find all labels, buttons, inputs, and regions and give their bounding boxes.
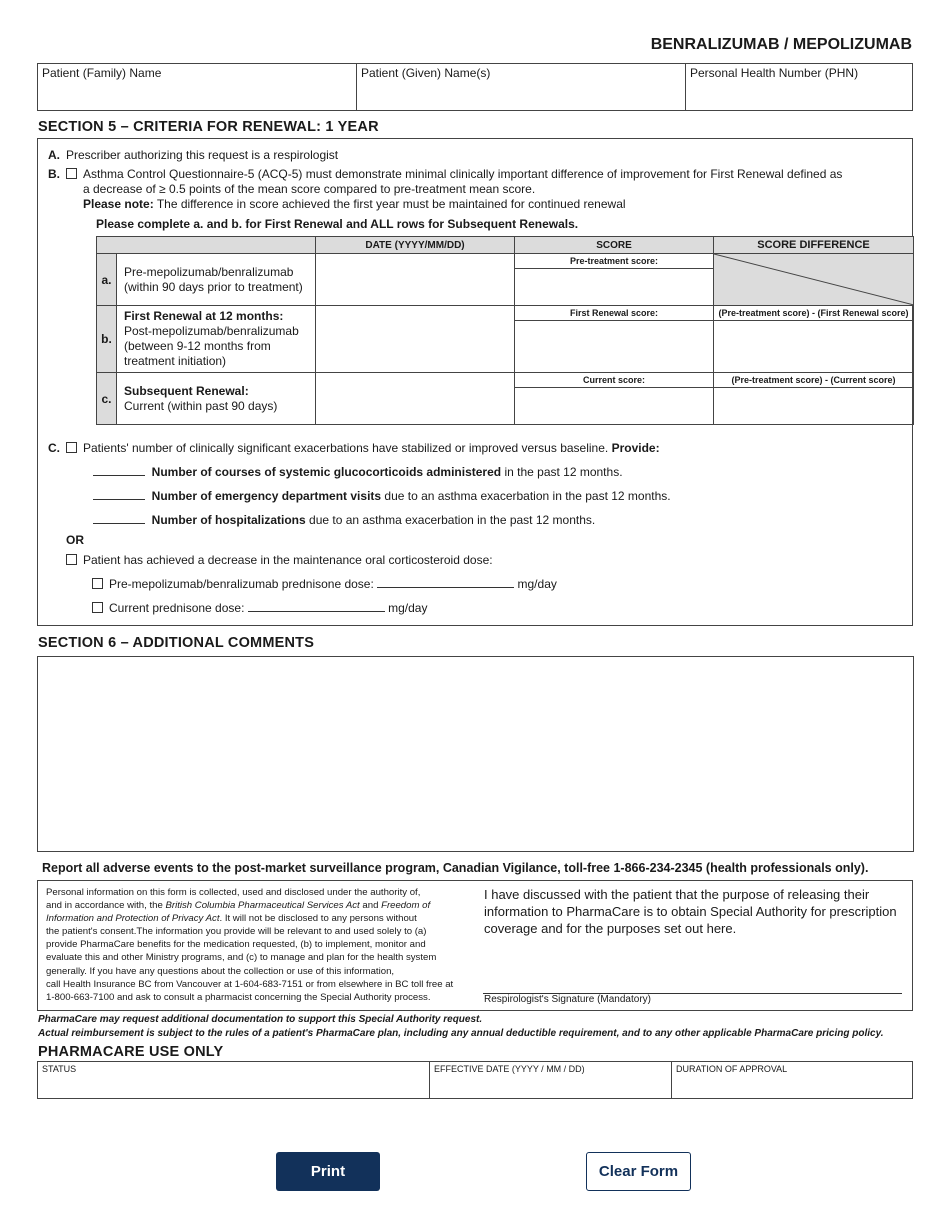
privacy-line: call Health Insurance BC from Vancouver at 1-604-683-7151 or from elsewhere in BC toll free at: [46, 978, 454, 990]
row-a-text-1: Pre-mepolizumab/benralizumab: [124, 264, 294, 279]
criterion-b-note-text: The difference in score achieved the first year must be maintained for continued renewal: [156, 197, 626, 211]
clear-form-button[interactable]: Clear Form: [586, 1152, 691, 1191]
ed-visits-rest: due to an asthma exacerbation in the past 12 months.: [384, 489, 671, 503]
row-b-letter: b.: [97, 306, 117, 373]
row-a-letter: a.: [97, 254, 117, 306]
form-title: BENRALIZUMAB / MEPOLIZUMAB: [650, 36, 912, 53]
table-row: [97, 373, 914, 425]
criterion-b-text-1: Asthma Control Questionnaire-5 (ACQ-5) must demonstrate minimal clinically important difference of improvement for First Renewal defined as: [83, 167, 843, 181]
pre-dose-checkbox[interactable]: [92, 578, 103, 589]
privacy-text: and in accordance with, the: [46, 900, 166, 912]
acq5-table: [96, 236, 914, 425]
pre-dose-input[interactable]: [377, 587, 514, 588]
hospitalizations-rest: due to an asthma exacerbation in the past 12 months.: [309, 513, 596, 527]
additional-comments-input[interactable]: [37, 656, 914, 852]
hospitalizations-label: Number of hospitalizations: [151, 513, 306, 527]
privacy-act-name: Information and Protection of Privacy Act: [46, 913, 220, 925]
table-header-blank: [97, 237, 316, 254]
diagonal-line: [714, 254, 914, 305]
row-c-date-input[interactable]: [316, 373, 515, 425]
row-b-description: [117, 306, 316, 373]
signature-label: Respirologist's Signature (Mandatory): [484, 994, 651, 1005]
table-header-score: SCORE: [515, 237, 714, 254]
current-dose-checkbox[interactable]: [92, 602, 103, 613]
row-b-score-input[interactable]: [515, 321, 713, 372]
privacy-line: evaluate this and other Ministry programs, and (c) to manage and plan for the health system: [46, 952, 437, 964]
row-b-title: First Renewal at 12 months:: [124, 309, 284, 323]
row-b-text-2: (between 9-12 months from: [124, 339, 271, 353]
criterion-b-note-label: Please note:: [83, 197, 154, 211]
row-b-text-1: Post-mepolizumab/benralizumab: [124, 324, 299, 338]
row-c-text-1: Current (within past 90 days): [124, 398, 278, 413]
status-label: STATUS: [42, 1064, 77, 1074]
ocs-decrease-text: Patient has achieved a decrease in the maintenance oral corticosteroid dose:: [83, 553, 493, 567]
privacy-line: generally. If you have any questions about the collection or use of this information,: [46, 965, 395, 977]
criterion-c-letter: C.: [48, 441, 60, 455]
current-dose-input[interactable]: [248, 611, 385, 612]
privacy-line: [46, 912, 466, 925]
current-dose-label: Current prednisone dose:: [109, 601, 245, 615]
phn-label: Personal Health Number (PHN): [690, 66, 859, 80]
row-c-letter: c.: [97, 373, 117, 425]
row-c-title: Subsequent Renewal:: [124, 383, 249, 398]
criterion-b-checkbox[interactable]: [66, 168, 77, 179]
exacerbation-item-ed: [93, 489, 671, 503]
table-header-diff: SCORE DIFFERENCE: [714, 237, 914, 254]
row-b-text-3: treatment initiation): [124, 354, 227, 368]
criterion-c-provide: Provide:: [611, 441, 660, 455]
row-b-score-label: First Renewal score:: [515, 306, 713, 321]
row-c-diff-cell: [714, 373, 914, 425]
row-c-diff-input[interactable]: [714, 388, 913, 424]
row-a-text-2: (within 90 days prior to treatment): [124, 279, 303, 294]
row-a-description: [117, 254, 316, 306]
row-c-score-cell: [515, 373, 714, 425]
row-b-score-cell: [515, 306, 714, 373]
row-b-diff-label: (Pre-treatment score) - (First Renewal score): [714, 306, 913, 321]
given-name-label: Patient (Given) Name(s): [361, 66, 491, 80]
table-row: [97, 254, 914, 306]
privacy-line: the patient's consent.The information you provide will be relevant to and used solely to (a): [46, 926, 427, 938]
consent-statement: I have discussed with the patient that the purpose of releasing their information to PharmaCare is to obtain Special Authority for prescription coverage and for the purposes set out here.: [484, 887, 897, 936]
current-dose-row: [109, 601, 427, 615]
given-name-field[interactable]: [356, 63, 686, 111]
exacerbation-item-hosp: [93, 513, 595, 527]
privacy-text: . It will not be disclosed to any persons without: [219, 913, 417, 925]
pre-dose-row: [109, 577, 557, 591]
criterion-a-text: Prescriber authorizing this request is a respirologist: [66, 148, 339, 162]
family-name-label: Patient (Family) Name: [42, 66, 162, 80]
family-name-field[interactable]: [37, 63, 357, 111]
section5-title: SECTION 5 – CRITERIA FOR RENEWAL: 1 YEAR: [38, 119, 379, 135]
disclaimer-2: Actual reimbursement is subject to the rules of a patient's PharmaCare plan, including any annual deductible requirement, and to any other applicable PharmaCare pricing policy.: [38, 1028, 884, 1039]
row-a-score-label: Pre-treatment score:: [515, 254, 713, 269]
table-row: [97, 306, 914, 373]
criterion-c-checkbox[interactable]: [66, 442, 77, 453]
criterion-b-note: [83, 197, 626, 211]
row-b-diff-input[interactable]: [714, 321, 913, 372]
pharmacare-title: PHARMACARE USE ONLY: [38, 1044, 224, 1060]
row-b-diff-cell: [714, 306, 914, 373]
privacy-act-name: Freedom of: [381, 900, 431, 912]
section6-title: SECTION 6 – ADDITIONAL COMMENTS: [38, 635, 315, 651]
duration-label: DURATION OF APPROVAL: [676, 1064, 788, 1074]
criterion-b-text-2: a decrease of ≥ 0.5 points of the mean score compared to pre-treatment mean score.: [83, 182, 536, 196]
ocs-decrease-checkbox[interactable]: [66, 554, 77, 565]
row-c-diff-label: (Pre-treatment score) - (Current score): [714, 373, 913, 388]
criterion-c-text: Patients' number of clinically significant exacerbations have stabilized or improved versus baseline.: [83, 441, 609, 455]
current-dose-unit: mg/day: [388, 601, 428, 615]
steroid-courses-rest: in the past 12 months.: [504, 465, 623, 479]
adverse-events-notice: Report all adverse events to the post-market surveillance program, Canadian Vigilance, toll-free 1-866-234-2345 (health professionals only).: [42, 861, 869, 875]
print-button[interactable]: Print: [276, 1152, 380, 1191]
row-c-description: [117, 373, 316, 425]
row-a-date-input[interactable]: [316, 254, 515, 306]
ed-visits-label: Number of emergency department visits: [151, 489, 382, 503]
steroid-courses-label: Number of courses of systemic glucocorticoids administered: [151, 465, 502, 479]
exacerbation-item-steroids: [93, 465, 623, 479]
effective-date-label: EFFECTIVE DATE (YYYY / MM / DD): [434, 1064, 585, 1074]
privacy-line: Personal information on this form is collected, used and disclosed under the authority of,: [46, 887, 421, 898]
disclaimer-1: PharmaCare may request additional documentation to support this Special Authority request.: [38, 1014, 483, 1025]
duration-field[interactable]: [671, 1061, 913, 1099]
privacy-line: [46, 899, 466, 912]
ed-visits-input[interactable]: [93, 499, 145, 500]
row-c-score-input[interactable]: [515, 388, 713, 424]
pre-dose-unit: mg/day: [517, 577, 557, 591]
criterion-b-instruction: Please complete a. and b. for First Renewal and ALL rows for Subsequent Renewals.: [96, 217, 579, 231]
effective-date-field[interactable]: [429, 1061, 672, 1099]
privacy-act-name: British Columbia Pharmaceutical Services Act: [165, 900, 360, 912]
table-header-date: DATE (YYYY/MM/DD): [316, 237, 515, 254]
criterion-c-text-line: [83, 441, 660, 455]
status-field[interactable]: [37, 1061, 430, 1099]
row-a-score-cell: [515, 254, 714, 306]
row-a-score-input[interactable]: [515, 269, 713, 305]
row-c-score-label: Current score:: [515, 373, 713, 388]
phn-field[interactable]: [685, 63, 913, 111]
privacy-line: provide PharmaCare benefits for the medication requested, (b) to implement, monitor and: [46, 939, 426, 951]
row-b-date-input[interactable]: [316, 306, 515, 373]
criterion-a-letter: A.: [48, 148, 60, 162]
privacy-line: 1-800-663-7100 and ask to consult a pharmacist concerning the Special Authority process.: [46, 991, 431, 1003]
pre-dose-label: Pre-mepolizumab/benralizumab prednisone dose:: [109, 577, 374, 591]
or-label: OR: [66, 533, 84, 547]
privacy-text: and: [359, 900, 382, 912]
privacy-statement: [46, 886, 466, 1004]
steroid-courses-input[interactable]: [93, 475, 145, 476]
row-a-diff-crossed: [714, 254, 914, 306]
criterion-b-letter: B.: [48, 167, 60, 181]
hospitalizations-input[interactable]: [93, 523, 145, 524]
